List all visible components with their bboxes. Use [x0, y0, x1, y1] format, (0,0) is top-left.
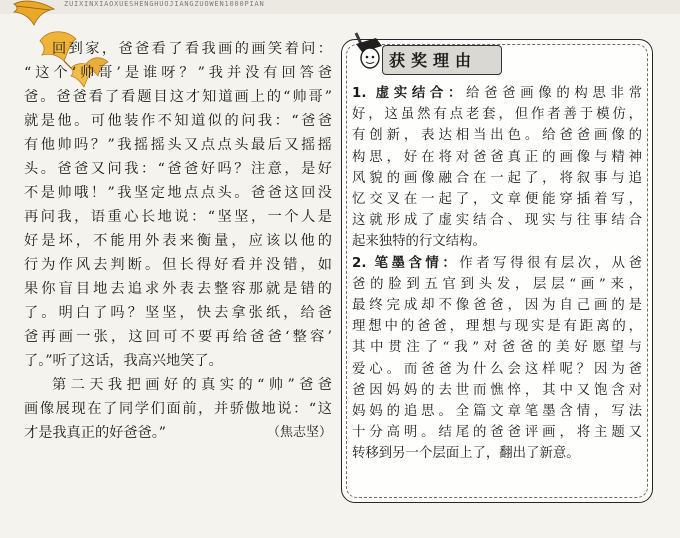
reason-line [352, 422, 642, 443]
story-text [24, 37, 332, 445]
reason-text: 爱心。而爸爸为什么会这样呢？因为爸 [352, 361, 642, 377]
story-line: 回到家，爸爸看了看我画的画笑着问： [52, 41, 332, 57]
story-line: 就是他。可他装作不知道似的问我：“爸爸 [24, 113, 332, 129]
reason-text: 转移到另一个层面上了，翻出了新意。 [352, 446, 580, 462]
reason-line [352, 168, 642, 189]
reason-line [352, 295, 642, 316]
reason-text: 爸的脸到五官到头发，层层“画”来， [352, 276, 642, 292]
reason-line [352, 147, 642, 168]
story-line: 了。”听了这话，我高兴地笑了。 [24, 353, 223, 369]
story-line: 头。爸爸又问我：“爸爸好吗？注意，是好 [24, 161, 332, 177]
reason-line [352, 231, 642, 252]
reason-text: 这就形成了虚实结合、现实与往事结合 [352, 213, 642, 229]
reason-line [352, 337, 642, 358]
story-line: 不是帅哦！”我坚定地点点头。爸爸这回没 [24, 185, 332, 201]
reason-text: 起来独特的行文结构。 [352, 234, 486, 250]
reason-line [352, 104, 642, 125]
story-line: 果你盲目地去追求外表去整容那就是错的 [24, 281, 332, 297]
story-line: 好是坏，不能用外表来衡量，应该以他的 [24, 233, 332, 249]
reason-text: 妈妈的追思。全篇文章笔墨含情，写法 [352, 404, 642, 420]
reason-text: 构思，好在将对爸爸真正的画像与精神 [352, 149, 642, 165]
reason-text: 忆交叉在一起了，文章便能穿插着写， [352, 192, 642, 208]
reason-line [352, 189, 642, 210]
reason-text: 十分高明。结尾的爸爸评画，将主题又 [352, 425, 642, 441]
reason-text: 其中贯注了“我”对爸爸的美好愿望与 [352, 340, 642, 356]
running-head: ZUIXINXIAOXUESHENGHUOJIANGZUOWEN1000PIAN [64, 0, 265, 8]
author-name: （焦志坚） [266, 425, 332, 440]
panel-title: 获奖理由 [389, 51, 478, 70]
reason-line [352, 83, 642, 104]
reason-line [352, 253, 642, 274]
story-line: 再问我，语重心长地说：“坚坚，一个人是 [24, 209, 332, 225]
story-line: “这个‘帅哥’是谁呀？”我并没有回答爸 [24, 65, 332, 81]
reason-line [352, 316, 642, 337]
story-line [24, 421, 332, 445]
reason-line [352, 274, 642, 295]
reason-text: 理想中的爸爸，理想与现实是有距离的， [352, 319, 642, 335]
story-line-text: 才是我真正的好爸爸。” [24, 425, 167, 441]
reason-line [352, 443, 642, 464]
reason-text: 风貌的画像融合在一起了，将叙事与追 [352, 170, 642, 186]
story-line: 爸再画一张，这回可不要再给爸爸‘整容’ [24, 329, 332, 345]
reason-text: 爸因妈妈的去世而憔悴，其中又饱含对 [352, 382, 642, 398]
reason-text: 有创新，表达相当出色。给爸爸画像的 [352, 128, 642, 144]
reason-text: 好，这虽然有点老套，但作者善于模仿， [352, 107, 642, 123]
reason-line [352, 359, 642, 380]
maple-leaf-icon [8, 0, 68, 28]
story-line: 行为作风去判断。但长得好看并没错，如 [24, 257, 332, 273]
reason-heading: 2. 笔墨含情： [352, 255, 460, 271]
reason-text: 作者写得很有层次，从爸 [459, 255, 642, 271]
story-line: 了。明白了吗？坚坚，快去拿张纸，给爸 [24, 305, 332, 321]
reason-text: 给爸爸画像的构思非常 [466, 86, 642, 101]
reason-text: 最终完成却不像爸爸，因为自己画的是 [352, 298, 642, 314]
reason-line [352, 210, 642, 231]
story-line: 有他帅吗？”我摇摇头又点点头最后又摇摇 [24, 137, 332, 153]
reason-line [352, 380, 642, 401]
story-line: 爸。爸爸看了看题目这才知道画上的“帅哥” [24, 89, 332, 105]
story-line: 画像展现在了同学们面前，并骄傲地说：“这 [24, 401, 332, 417]
reason-line [352, 401, 642, 422]
award-reasons [352, 83, 642, 465]
story-line: 第二天我把画好的真实的“帅”爸爸 [52, 377, 332, 393]
reason-line [352, 125, 642, 146]
reason-heading: 1. 虚实结合： [352, 86, 467, 101]
